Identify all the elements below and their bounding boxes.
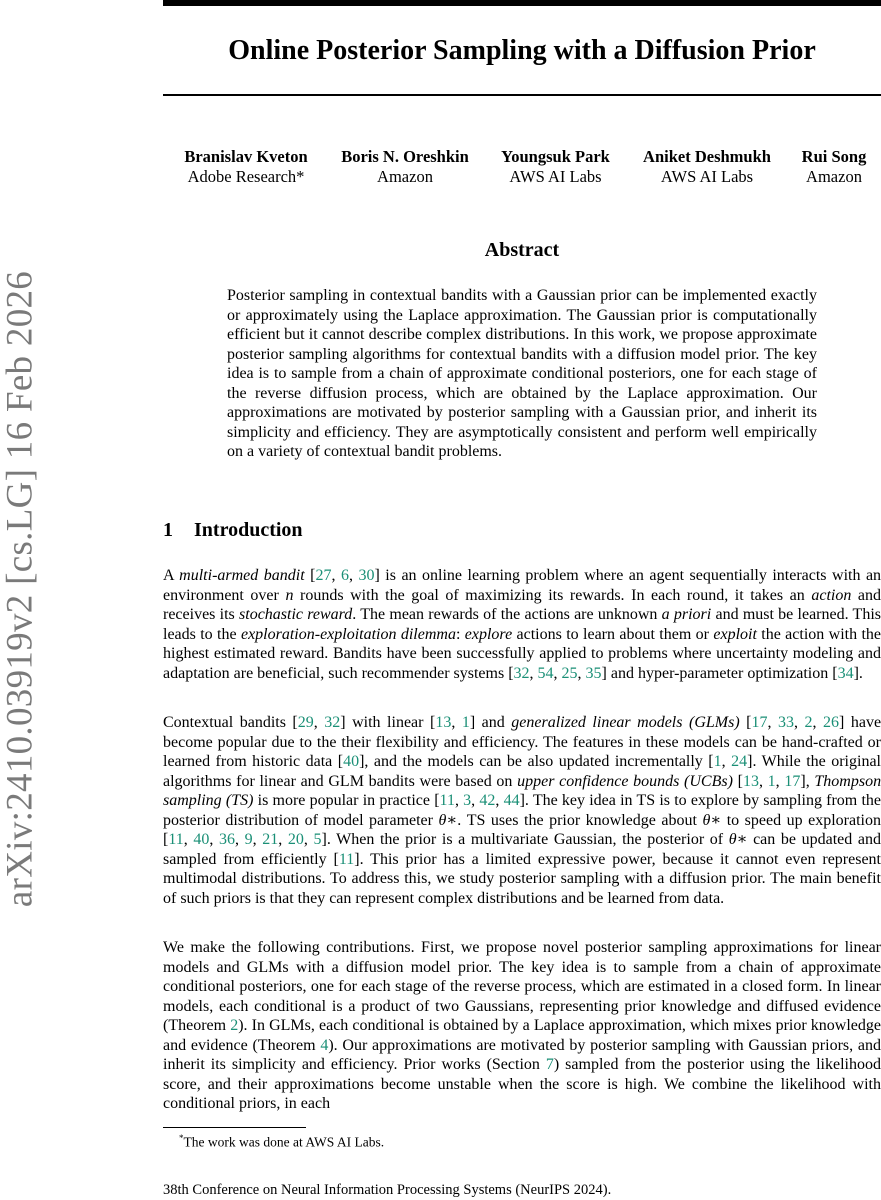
arxiv-id: arXiv:2410.03919v2 [cs.LG] 16 Feb 2026 [0,270,41,908]
citation-link[interactable]: 4 [320,1036,329,1054]
emphasis-text: exploration-exploitation dilemma [240,625,456,643]
citation-link[interactable]: 32 [513,664,530,682]
footnote-mark: * [179,1133,184,1143]
author-affiliation: AWS AI Labs [509,167,602,186]
arxiv-sidebar [0,260,40,918]
citation-link[interactable]: 2 [804,714,813,731]
emphasis-text: exploit [713,625,757,643]
citation-link[interactable]: 9 [244,831,253,848]
body-paragraph: A multi-armed bandit [27, 6, 30] is an online learning problem where an agent sequentially interacts with an environment over n rounds with the goal of maximizing its rewards. In each round, it takes an action and receives its stochastic reward. The mean rewards of the actions are unknown a priori and must be learned. This leads to the exploration-exploitation dilemma: explore actions to learn about them or exploit the action with the highest estimated reward. Bandits have been successfully applied to problems where uncertainty modeling and adaptation are beneficial, such recommender systems [32, 54, 25, 35] and hyper-parameter optimization [34]. [163,567,881,682]
paper-title: Online Posterior Sampling with a Diffusion Prior [228,35,816,66]
citation-link[interactable]: 34 [837,664,854,682]
section-heading [163,518,303,542]
author-name: Aniket Deshmukh [643,147,771,166]
author-block [334,147,476,187]
citation-link[interactable]: 32 [324,714,341,731]
author-affiliation: Amazon [806,167,862,186]
citation-link[interactable]: 20 [287,831,304,848]
citation-link[interactable]: 5 [313,831,322,848]
citation-link[interactable]: 21 [262,831,279,848]
citation-link[interactable]: 30 [358,567,375,584]
citation-link[interactable]: 13 [742,772,759,790]
emphasis-text: explore [464,625,513,643]
citation-link[interactable]: 17 [784,772,801,790]
citation-link[interactable]: 11 [168,831,184,848]
citation-link[interactable]: 42 [479,792,496,809]
section-number: 1 [163,519,173,541]
citation-link[interactable]: 36 [218,831,235,848]
emphasis-text: Thompson sampling (TS) [163,772,881,809]
emphasis-text: n [285,586,294,604]
author-affiliation: Adobe Research* [187,167,305,186]
citation-link[interactable]: 44 [503,792,520,809]
footnote [179,1130,384,1151]
emphasis-text: θ∗ [702,811,722,829]
citation-link[interactable]: 25 [561,664,578,682]
citation-link[interactable]: 17 [751,714,768,731]
emphasis-text: θ∗ [438,811,458,829]
citation-link[interactable]: 29 [297,714,314,731]
citation-link[interactable]: 40 [193,831,210,848]
author-block [636,147,778,187]
emphasis-text: a priori [661,606,712,623]
citation-link[interactable]: 26 [823,714,840,731]
emphasis-text: action [811,586,852,604]
author-block [179,147,313,187]
emphasis-text: upper confidence bounds (UCBs) [517,772,733,790]
citation-link[interactable]: 11 [439,792,455,809]
author-name: Youngsuk Park [501,147,610,166]
citation-link[interactable]: 2 [230,1017,239,1034]
footnote-rule [163,1127,306,1128]
author-name: Boris N. Oreshkin [341,147,469,166]
citation-link[interactable]: 54 [537,664,554,682]
abstract-text: Posterior sampling in contextual bandits with a Gaussian prior can be implemented exactly or approximately using the Laplace approximation. The Gaussian prior is computationally efficient but it cannot describe complex distributions. In this work, we propose approximate posterior sampling algorithms for contextual bandits with a diffusion model prior. The key idea is to sample from a chain of approximate conditional posteriors, one for each stage of the reverse diffusion process, which are obtained by the Laplace approximation. Our approximations are motivated by posterior sampling with a Gaussian prior, and inherit its simplicity and efficiency. They are asymptotically consistent and perform well empirically on a variety of contextual bandit problems. [227,287,817,460]
citation-link[interactable]: 1 [713,753,722,770]
citation-link[interactable]: 1 [461,714,470,731]
citation-link[interactable]: 7 [545,1056,554,1073]
citation-link[interactable]: 27 [315,567,332,584]
emphasis-text: stochastic reward [239,606,353,623]
author-affiliation: Amazon [377,167,433,186]
body-paragraph: We make the following contributions. First, we propose novel posterior sampling approximations for linear models and GLMs with a diffusion model prior. The key idea is to sample from a chain of approximate conditional posteriors, one for each stage of the reverse process, which are estimated in a closed form. In linear models, each conditional is a product of two Gaussians, representing prior knowledge and diffused evidence (Theorem 2). In GLMs, each conditional is obtained by a Laplace approximation, which mixes prior knowledge and evidence (Theorem 4). Our approximations are motivated by posterior sampling with Gaussian priors, and inherit its simplicity and efficiency. Prior works (Section 7) sampled from the posterior using the likelihood score, and their approximations become unstable when the score is high. We combine the likelihood with conditional priors, in each [163,939,881,1112]
abstract-heading: Abstract [484,239,560,261]
emphasis-text: θ∗ [728,831,748,848]
citation-link[interactable]: 13 [435,714,452,731]
citation-link[interactable]: 11 [338,850,355,868]
section-title: Introduction [194,519,303,541]
citation-link[interactable]: 6 [340,567,349,584]
emphasis-text: generalized linear models (GLMs) [511,714,740,731]
author-block [796,147,872,187]
author-name: Rui Song [801,147,867,166]
citation-link[interactable]: 35 [585,664,602,682]
emphasis-text: multi-armed bandit [179,567,305,584]
author-name: Branislav Kveton [184,147,308,166]
citation-link[interactable]: 24 [731,753,748,770]
title-rule [163,94,881,96]
footnote-text: The work was done at AWS AI Labs. [183,1134,385,1150]
venue-footer: 38th Conference on Neural Information Processing Systems (NeurIPS 2024). [163,1182,612,1198]
author-block [495,147,616,187]
citation-link[interactable]: 33 [778,714,795,731]
citation-link[interactable]: 3 [463,792,472,809]
author-affiliation: AWS AI Labs [660,167,754,186]
citation-link[interactable]: 1 [767,772,776,790]
citation-link[interactable]: 40 [343,753,360,770]
body-paragraph: Contextual bandits [29, 32] with linear [13, 1] and generalized linear models (GLMs) [17, 33, 2, 26] have become popular due to the their flexibility and efficiency. The features in these models can be hand-crafted or learned from historic data [40], and the models can be also updated incrementally [1, 24]. While the original algorithms for linear and GLM bandits were based on upper confidence bounds (UCBs) [13, 1, 17], Thompson sampling (TS) is more popular in practice [11, 3, 42, 44]. The key idea in TS is to explore by sampling from the posterior distribution of model parameter θ∗. TS uses the prior knowledge about θ∗ to speed up exploration [11, 40, 36, 9, 21, 20, 5]. When the prior is a multivariate Gaussian, the posterior of θ∗ can be updated and sampled from efficiently [11]. This prior has a limited expressive power, because it cannot even represent multimodal distributions. To address this, we study posterior sampling with a diffusion prior. The main benefit of such priors is that they can represent complex distributions and be learned from data. [163,714,881,907]
top-rule [163,0,881,6]
